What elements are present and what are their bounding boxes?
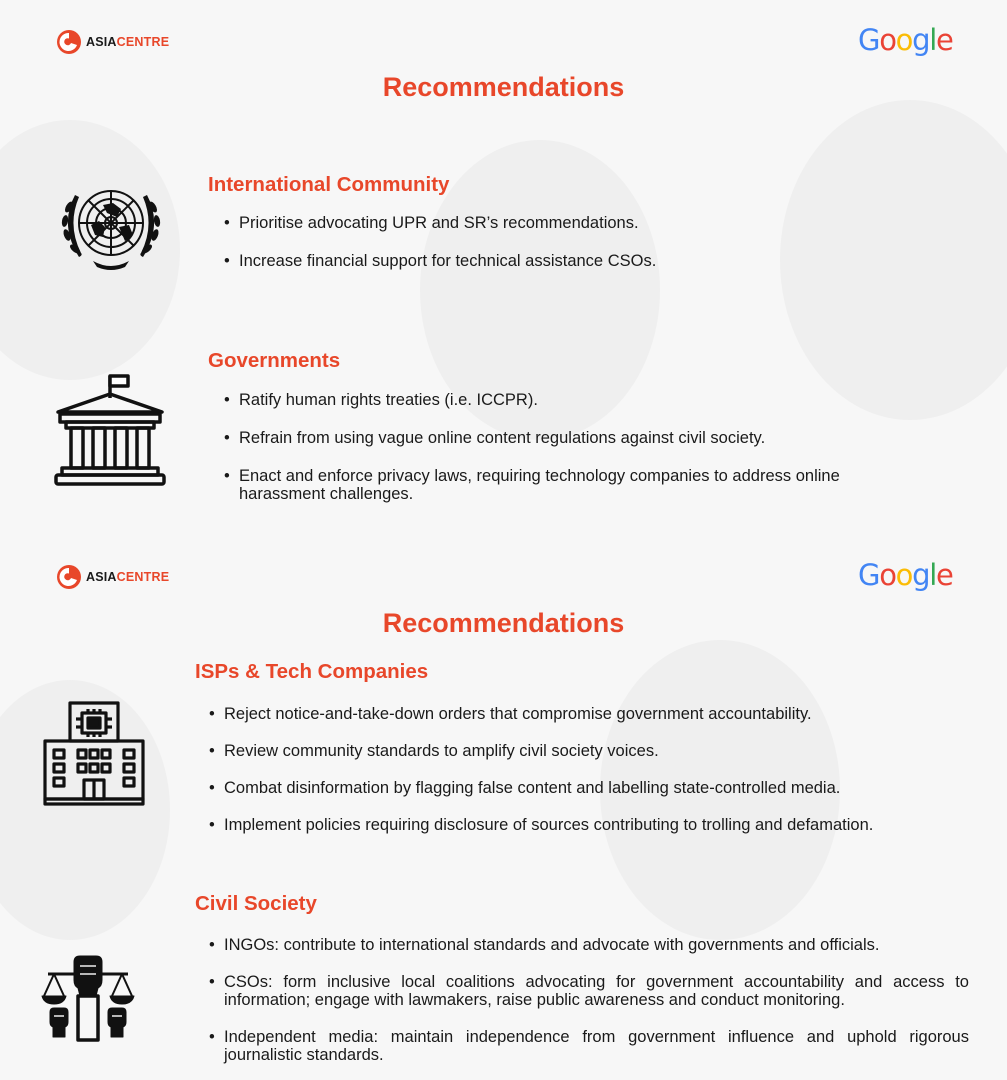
list-item: • Combat disinformation by flagging false content and labelling state-controlled media. xyxy=(209,779,939,797)
list-item: • Enact and enforce privacy laws, requiring technology companies to address online harassment challenges. xyxy=(224,467,844,503)
page-title: Recommendations xyxy=(382,72,625,102)
government-building-icon xyxy=(52,372,168,488)
list-item: • CSOs: form inclusive local coalitions advocating for government accountability and access to information; engage with lawmakers, raise public awareness and conduct monitoring. xyxy=(209,973,969,1009)
page-title: Recommendations xyxy=(382,608,625,638)
list-item: • INGOs: contribute to international standards and advocate with governments and officials. xyxy=(209,936,969,954)
asia-centre-logo xyxy=(56,564,169,590)
section-heading-governments: Governments xyxy=(208,349,341,372)
asia-centre-logo xyxy=(56,29,169,55)
bullet-list-international-community xyxy=(224,214,844,270)
list-item: • Reject notice-and-take-down orders that compromise government accountability. xyxy=(209,705,939,723)
list-item: • Prioritise advocating UPR and SR’s recommendations. xyxy=(224,214,844,232)
un-emblem-icon xyxy=(53,175,169,275)
list-item: • Refrain from using vague online content regulations against civil society. xyxy=(224,429,844,447)
list-item: • Increase financial support for technical assistance CSOs. xyxy=(224,252,844,270)
asia-centre-logo-text-centre: CENTRE xyxy=(116,35,170,49)
bullet-list-isps-tech-companies xyxy=(209,705,939,834)
section-heading-civil-society: Civil Society xyxy=(195,892,317,915)
justice-raised-fists-icon xyxy=(40,952,136,1042)
asia-centre-logo-icon xyxy=(56,29,82,55)
list-item: • Ratify human rights treaties (i.e. ICCPR). xyxy=(224,391,844,409)
asia-centre-logo-icon xyxy=(56,564,82,590)
asia-centre-logo-text-asia: ASIA xyxy=(86,570,117,584)
section-heading-international-community: International Community xyxy=(208,173,450,196)
section-heading-isps-tech-companies: ISPs & Tech Companies xyxy=(195,660,429,683)
bullet-list-civil-society xyxy=(209,936,969,1064)
tech-office-building-icon xyxy=(42,700,146,806)
list-item: • Independent media: maintain independence from government influence and uphold rigorous journalistic standards. xyxy=(209,1028,969,1064)
asia-centre-logo-text-centre: CENTRE xyxy=(116,570,170,584)
list-item: • Implement policies requiring disclosure of sources contributing to trolling and defamation. xyxy=(209,816,939,834)
google-logo: Google xyxy=(858,23,953,57)
list-item: • Review community standards to amplify civil society voices. xyxy=(209,742,939,760)
google-logo: Google xyxy=(858,558,953,592)
bullet-list-governments xyxy=(224,391,844,503)
asia-centre-logo-text-asia: ASIA xyxy=(86,35,117,49)
